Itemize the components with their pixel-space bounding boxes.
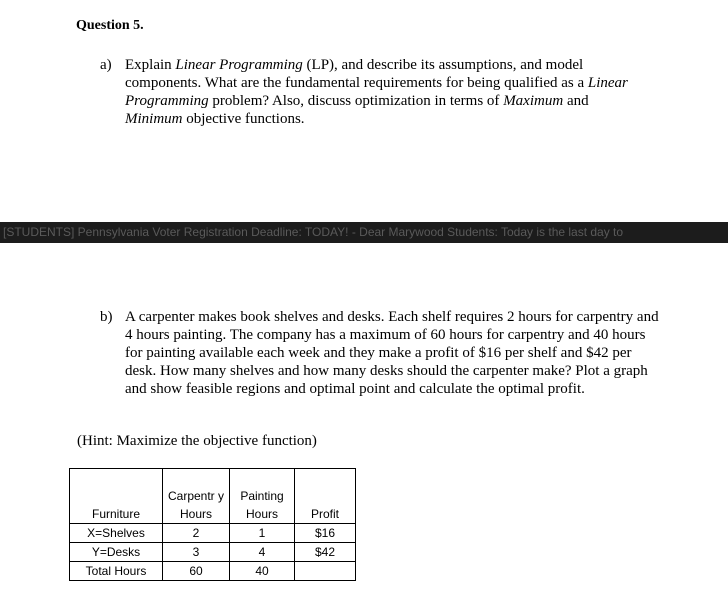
part-b-label: b) (100, 309, 113, 325)
part-a-label: a) (100, 57, 112, 73)
question-title: Question 5. (76, 18, 144, 33)
table-row (70, 524, 356, 543)
part-a-text (125, 56, 645, 128)
data-table (69, 468, 356, 581)
table-cell: Total Hours (70, 562, 163, 581)
table-cell: 1 (230, 524, 295, 543)
header-furniture: Furniture (70, 469, 163, 524)
table-cell: X=Shelves (70, 524, 163, 543)
table-cell: 2 (163, 524, 230, 543)
text-segment: (LP), and describe its assumptions, and model components. What are the fundamental requirements for being qualified as a (125, 57, 588, 91)
table-cell (295, 562, 356, 581)
hint-text: (Hint: Maximize the objective function) (77, 433, 317, 449)
italic-term: Linear Programming (125, 75, 628, 109)
part-b-text: A carpenter makes book shelves and desks. Each shelf requires 2 hours for carpentry and 4 hours painting. The company has a maximum of 60 hours for carpentry and 40 hours for painting available each week and they make a profit of $16 per shelf and $42 per desk. How many shelves and how many desks should the carpenter make? Plot a graph and show feasible regions and optimal point and calculate the optimal profit. (125, 309, 659, 397)
text-segment: and (563, 93, 589, 109)
notification-banner[interactable] (0, 222, 728, 243)
header-painting-hours: Painting Hours (230, 469, 295, 524)
header-carpentry-hours: Carpentr y Hours (163, 469, 230, 524)
banner-text: [STUDENTS] Pennsylvania Voter Registration Deadline: TODAY! - Dear Marywood Students: Today is the last day to (3, 225, 624, 239)
table-cell: $16 (295, 524, 356, 543)
table-row (70, 562, 356, 581)
table-cell: 3 (163, 543, 230, 562)
text-segment: objective functions. (182, 111, 305, 127)
table-cell: 4 (230, 543, 295, 562)
text-segment: problem? Also, discuss optimization in terms of (208, 93, 504, 109)
table-header-row (70, 469, 356, 524)
table-cell: Y=Desks (70, 543, 163, 562)
table-cell: 60 (163, 562, 230, 581)
table-row (70, 543, 356, 562)
table-cell: $42 (295, 543, 356, 562)
italic-term: Minimum (125, 111, 183, 127)
italic-term: Maximum (503, 93, 564, 109)
text-segment: Explain (125, 57, 176, 73)
italic-term: Linear Programming (175, 57, 303, 73)
table-cell: 40 (230, 562, 295, 581)
header-profit: Profit (295, 469, 356, 524)
